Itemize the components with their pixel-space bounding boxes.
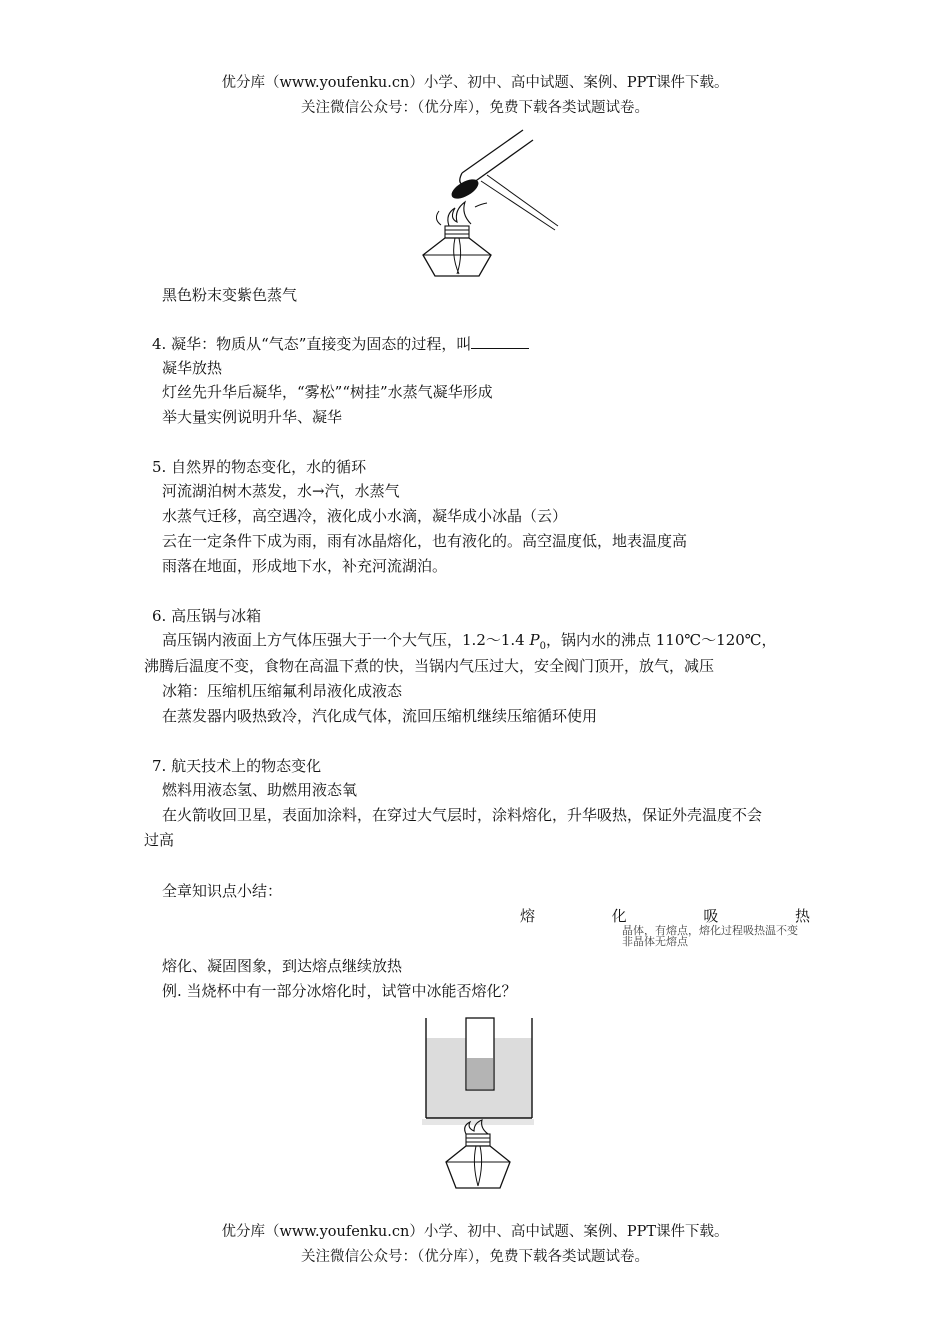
summary-char-4: 热 [794, 907, 810, 925]
sublimation-test-tube-figure [415, 125, 560, 280]
section4-line1: 凝华放热 [162, 359, 223, 377]
section5-line1: 河流湖泊树木蒸发，水→汽，水蒸气 [162, 482, 400, 500]
figure1-caption: 黑色粉末变紫色蒸气 [162, 286, 298, 304]
summary-brace-note [622, 925, 798, 947]
section6-line1-b: ，锅内水的沸点 110℃～120℃， [545, 631, 777, 649]
pressure-letter: P [529, 631, 540, 649]
section5-line2: 水蒸气迁移，高空遇冷，液化成小水滴，凝华成小冰晶（云） [162, 507, 568, 525]
section4-title-text: 4. 凝华：物质从“气态”直接变为固态的过程，叫 [152, 335, 472, 353]
section6-line2: 沸腾后温度不变，食物在高温下煮的快，当锅内气压过大，安全阀门顶开，放气，减压 [144, 657, 715, 675]
page-header-line1: 优分库（www.youfenku.cn）小学、初中、高中试题、案例、PPT课件下载。 [221, 75, 729, 91]
section5-line4: 雨落在地面，形成地下水，补充河流湖泊。 [162, 557, 448, 575]
section6-line3: 冰箱：压缩机压缩氟利昂液化成液态 [162, 682, 403, 700]
summary-line2: 例. 当烧杯中有一部分冰熔化时，试管中冰能否熔化？ [162, 982, 517, 1000]
section7-line2: 在火箭收回卫星，表面加涂料，在穿过大气层时，涂料熔化，升华吸热，保证外壳温度不会 [162, 806, 763, 824]
section7-line3: 过高 [144, 831, 175, 849]
summary-char-3: 吸 [703, 907, 719, 925]
section4-line3: 举大量实例说明升华、凝华 [162, 408, 343, 426]
section6-line4: 在蒸发器内吸热致冷，汽化成气体，流回压缩机继续压缩循环使用 [162, 707, 598, 725]
brace-line2: 非晶体无熔点 [622, 935, 688, 948]
section6-title: 6. 高压锅与冰箱 [152, 607, 262, 625]
section6-line1-a: 高压锅内液面上方气体压强大于一个大气压，1.2～1.4 [162, 631, 525, 649]
brace-line1: 晶体，有熔点，熔化过程吸热温不变 [622, 924, 798, 937]
page-header-line2: 关注微信公众号：（优分库），免费下载各类试题试卷。 [301, 100, 649, 116]
section4-line2: 灯丝先升华后凝华，“雾松”“树挂”水蒸气凝华形成 [162, 383, 493, 401]
section7-line1: 燃料用液态氢、助燃用液态氧 [162, 781, 358, 799]
summary-line1: 熔化、凝固图象，到达熔点继续放热 [162, 957, 403, 975]
summary-heading-spread [520, 905, 810, 926]
section4-title [152, 333, 529, 355]
summary-char-1: 熔 [520, 907, 536, 925]
beaker-test-tube-figure [420, 1016, 536, 1194]
page-footer-line2: 关注微信公众号：（优分库），免费下载各类试题试卷。 [301, 1249, 649, 1265]
pressure-subscript: 0 [539, 641, 546, 652]
section7-title: 7. 航天技术上的物态变化 [152, 757, 322, 775]
section6-line1 [162, 629, 777, 658]
pressure-symbol [529, 631, 546, 652]
section5-line3: 云在一定条件下成为雨，雨有冰晶熔化，也有液化的。高空温度低，地表温度高 [162, 532, 688, 550]
summary-title: 全章知识点小结： [162, 882, 283, 900]
page-footer-line1: 优分库（www.youfenku.cn）小学、初中、高中试题、案例、PPT课件下载。 [221, 1224, 729, 1240]
section5-title: 5. 自然界的物态变化，水的循环 [152, 458, 367, 476]
fill-in-blank [471, 334, 529, 349]
summary-char-2: 化 [611, 907, 627, 925]
